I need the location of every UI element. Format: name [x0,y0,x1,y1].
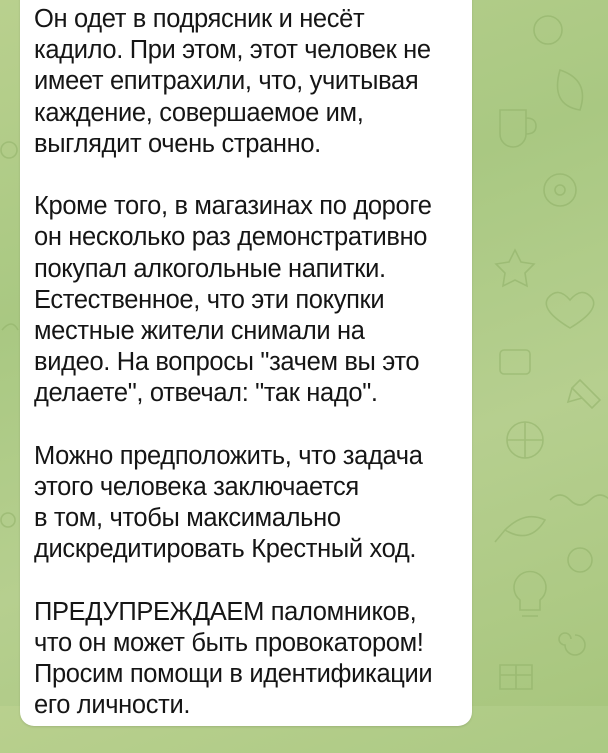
message-line: этого человека заключается [34,473,359,502]
message-line: дискредитировать Крестный ход. [34,535,417,564]
doodle-heart-icon [546,292,593,328]
message-line: делаете", отвечал: "так надо". [34,379,378,408]
message-line: Он одет в подрясник и несёт [34,5,365,33]
doodle-wave-icon [550,495,608,505]
message-line: каждение, совершаемое им, [34,98,364,127]
message-line: Естественное, что эти покупки [34,285,385,314]
message-line: в том, чтобы максимально [34,504,341,533]
doodle-circle-icon [534,16,562,44]
doodle-box-icon [500,350,530,374]
message-line: он несколько раз демонстративно [34,223,428,252]
message-line: выглядит очень странно. [34,129,321,158]
message-paragraph [34,597,464,722]
message-paragraph [34,4,464,160]
message-line: местные жители снимали на [34,317,365,346]
doodle-cup-icon [500,110,536,147]
message-line: видео. На вопросы "зачем вы это [34,348,420,377]
message-paragraph [34,191,464,409]
doodle-leaf-icon [558,70,583,110]
message-line: Можно предположить, что задача [34,441,423,470]
doodle-flower-icon [544,174,576,206]
message-line: Кроме того, в магазинах по дороге [34,192,432,221]
doodle-feather-icon [495,517,545,542]
message-line: имеет епитрахили, что, учитывая [34,67,419,96]
message-paragraph [34,441,464,566]
message-line: кадило. При этом, этот человек не [34,36,431,65]
message-text [34,4,464,753]
doodle-star-icon [496,250,534,286]
doodle-bubble-icon [568,548,592,572]
doodle-pencil-icon [568,380,600,408]
doodle-ball-icon [507,422,543,458]
doodle-spiral-icon [559,633,585,655]
message-line: Просим помощи в идентификации [34,660,433,689]
doodle-bulb-icon [514,572,546,616]
doodle-gift-icon [500,665,532,689]
message-line: что он может быть провокатором! [34,629,424,658]
message-line: покупал алкогольные напитки. [34,254,386,283]
message-line: его личности. [34,691,191,720]
message-line: ПРЕДУПРЕЖДАЕМ паломников, [34,597,417,626]
